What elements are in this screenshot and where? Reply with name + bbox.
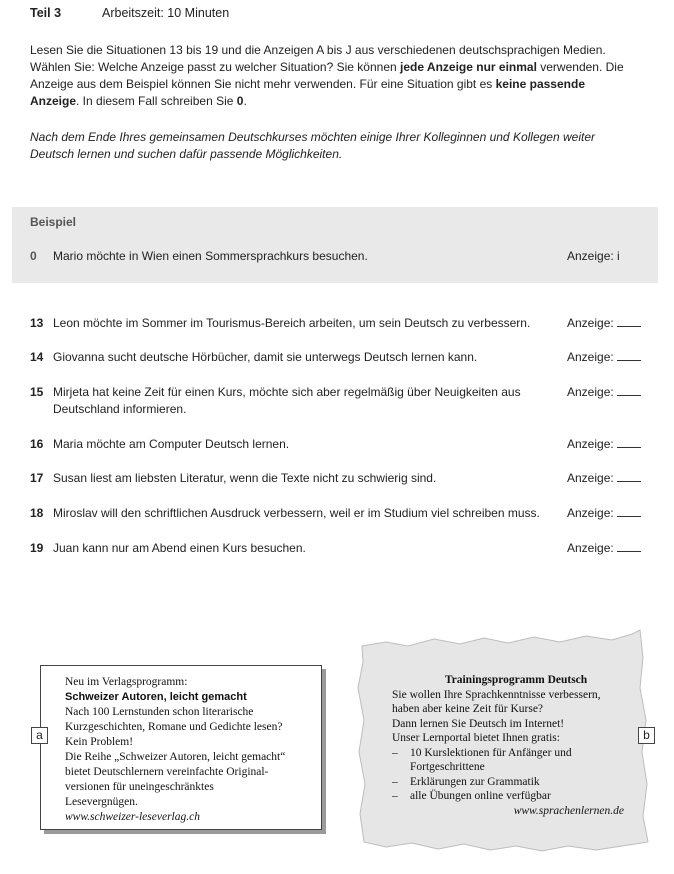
situation-text: Mirjeta hat keine Zeit für einen Kurs, möchte sich aber regelmäßig über Neuigkeiten aus Deutschland informieren. <box>53 385 521 416</box>
answer-blank[interactable] <box>617 350 641 361</box>
situation-number: 17 <box>30 471 44 485</box>
answer-label: Anzeige: <box>567 506 614 520</box>
situation-number: 19 <box>30 541 44 555</box>
answer-field[interactable] <box>567 315 641 332</box>
section-header <box>30 6 230 20</box>
situation-number: 14 <box>30 350 44 364</box>
ad-b-list-item: – Erklärungen zur Grammatik <box>392 775 540 788</box>
ad-b-title: Trainingsprogramm Deutsch <box>444 674 588 686</box>
situation-number: 13 <box>30 316 44 330</box>
situation-text: Juan kann nur am Abend einen Kurs besuchen. <box>53 541 306 555</box>
situation-text: Leon möchte im Sommer im Tourismus-Bereich arbeiten, um sein Deutsch zu verbessern. <box>53 316 531 330</box>
example-title: Beispiel <box>30 215 77 229</box>
answer-field[interactable] <box>567 349 641 366</box>
ad-a-line: versionen für uneingeschränktes <box>65 781 214 793</box>
ad-a-content <box>65 675 315 825</box>
ad-b-letter-label: b <box>638 727 655 744</box>
situation-number: 15 <box>30 385 44 399</box>
situation-text: Giovanna sucht deutsche Hörbücher, damit sie unterwegs Deutsch lernen kann. <box>53 350 478 364</box>
instructions-text-4: . <box>243 94 247 108</box>
ad-b-line: Dann lernen Sie Deutsch im Internet! <box>392 717 565 730</box>
instructions-text-1: Lesen Sie die Situationen 13 bis 19 und die Anzeigen A bis J aus verschiedenen deutschsprachigen Medien. Wählen Sie: Welche Anzeige passt zu welcher Situation? Sie können <box>30 43 606 74</box>
ad-a-url: www.schweizer-leseverlag.ch <box>65 811 200 823</box>
situation-number: 16 <box>30 437 44 451</box>
ad-a-line: Die Reihe „Schweizer Autoren, leicht gemacht“ <box>65 751 286 763</box>
answer-blank[interactable] <box>617 541 641 552</box>
ad-b-list-item-text: Erklärungen zur Grammatik <box>410 775 540 788</box>
instructions-text-3: . In diesem Fall schreiben Sie <box>76 94 237 108</box>
ad-b-list-item-text: 10 Kurslektionen für Anfänger und Fortgeschrittene <box>410 746 572 773</box>
situation-number: 18 <box>30 506 44 520</box>
ad-b-line: Unser Lernportal bietet Ihnen gratis: <box>392 732 560 744</box>
context-text: Nach dem Ende Ihres gemeinsamen Deutschkurses möchten einige Ihrer Kolleginnen und Kollegen weiter Deutsch lernen und suchen dafür passende Möglichkeiten. <box>30 130 595 161</box>
ad-a-line: bietet Deutschlernern vereinfachte Original- <box>65 766 269 778</box>
answer-blank[interactable] <box>617 316 641 327</box>
answer-label: Anzeige: <box>567 316 614 330</box>
ad-a-line: Nach 100 Lernstunden schon literarische <box>65 706 254 718</box>
answer-blank[interactable] <box>617 437 641 448</box>
answer-label: Anzeige: <box>567 385 614 399</box>
example-box <box>12 207 658 283</box>
ad-b-line: haben aber keine Zeit für Kurse? <box>392 703 544 715</box>
answer-blank[interactable] <box>617 506 641 517</box>
answer-label: Anzeige: <box>567 471 614 485</box>
ad-b-content <box>392 673 632 818</box>
ad-b-line: Sie wollen Ihre Sprachkenntnisse verbessern, <box>392 688 601 701</box>
instructions-text-2: verwenden. Die Anzeige aus dem Beispiel können Sie nicht mehr verwenden. Für eine Situation gibt es <box>30 60 624 91</box>
situation-text: Miroslav will den schriftlichen Ausdruck verbessern, weil er im Studium viel schreiben muss. <box>53 506 540 520</box>
answer-blank[interactable] <box>617 471 641 482</box>
answer-field[interactable] <box>567 436 641 453</box>
instructions-bold-3: 0 <box>236 94 244 108</box>
ad-a <box>40 665 322 830</box>
instructions <box>30 42 630 110</box>
answer-label: Anzeige: <box>567 350 614 364</box>
ad-b-list-item-text: alle Übungen online verfügbar <box>410 790 551 802</box>
situation-text: Susan liest am liebsten Literatur, wenn die Texte nicht zu schwierig sind. <box>53 471 437 485</box>
ad-a-letter-label: a <box>31 727 48 744</box>
example-answer: Anzeige: i <box>567 249 620 263</box>
ad-b-list-item: – 10 Kurslektionen für Anfänger und Fortgeschrittene <box>392 746 572 773</box>
instructions-bold-1: jede Anzeige nur einmal <box>400 60 537 74</box>
example-text: Mario möchte in Wien einen Sommersprachkurs besuchen. <box>53 249 368 263</box>
ad-b-url: www.sprachenlernen.de <box>513 804 624 817</box>
answer-blank[interactable] <box>617 385 641 396</box>
part-title: Teil 3 <box>30 6 62 20</box>
ad-a-line: Neu im Verlagsprogramm: <box>65 676 188 688</box>
example-number: 0 <box>30 249 37 263</box>
working-time: Arbeitszeit: 10 Minuten <box>102 6 230 20</box>
ad-a-title: Schweizer Autoren, leicht gemacht <box>65 691 247 703</box>
ad-b-list <box>392 746 632 804</box>
ad-a-line: Lesevergnügen. <box>65 796 138 808</box>
instructions-bold-2: keine passende Anzeige <box>30 77 585 108</box>
ad-b-list-item: – alle Übungen online verfügbar <box>392 790 551 802</box>
answer-field[interactable] <box>567 470 641 487</box>
answer-label: Anzeige: <box>567 437 614 451</box>
ad-a-line: Kein Problem! <box>65 736 134 748</box>
answer-field[interactable] <box>567 505 641 522</box>
answer-field[interactable] <box>567 384 641 401</box>
situation-text: Maria möchte am Computer Deutsch lernen. <box>53 437 290 451</box>
answer-field[interactable] <box>567 540 641 557</box>
ad-a-line: Kurzgeschichten, Romane und Gedichte lesen? <box>65 721 283 733</box>
answer-label: Anzeige: <box>567 541 614 555</box>
